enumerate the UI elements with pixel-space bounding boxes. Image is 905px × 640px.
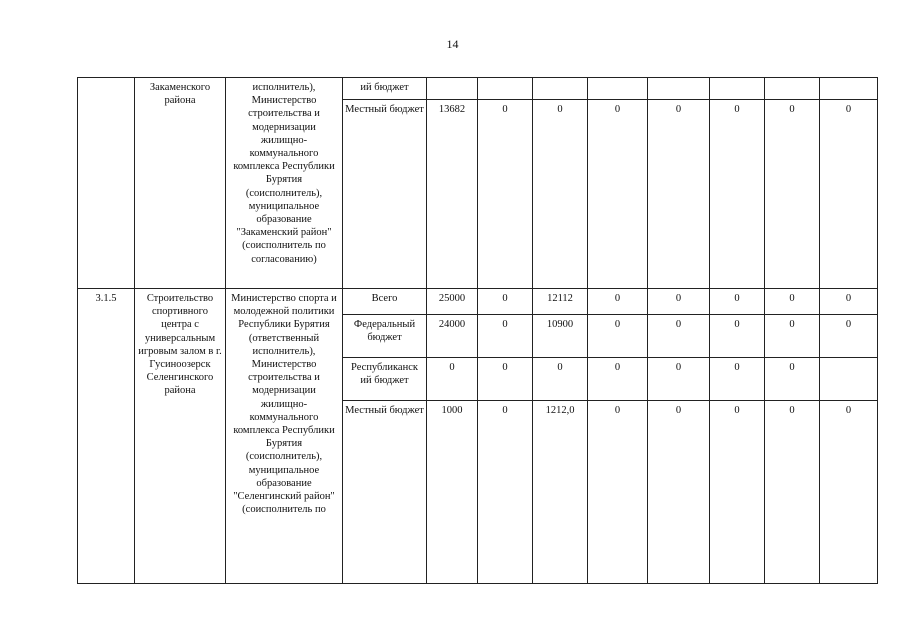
value-cell: 0 [588, 289, 648, 315]
value-cell: 0 [765, 100, 820, 289]
value-cell: 0 [588, 100, 648, 289]
funding-source-cell: Местный бюджет [343, 100, 427, 289]
value-cell: 10900 [533, 315, 588, 358]
value-cell: 0 [588, 358, 648, 401]
value-cell: 0 [478, 401, 533, 584]
value-cell: 0 [427, 358, 478, 401]
executor-cell: исполнитель), Министерство строительства и модернизации жилищно-коммунального комплекса Республики Бурятия (соисполнитель), муниципальное образование "Закаменский район" (соисполнитель по согласованию) [226, 78, 343, 289]
value-cell: 1212,0 [533, 401, 588, 584]
value-cell: 0 [820, 100, 878, 289]
value-cell: 12112 [533, 289, 588, 315]
funding-source-cell: Республиканск ий бюджет [343, 358, 427, 401]
value-cell: 0 [765, 315, 820, 358]
value-cell: 0 [765, 358, 820, 401]
measure-name-cell: Закаменского района [135, 78, 226, 289]
value-cell: 13682 [427, 100, 478, 289]
value-cell: 25000 [427, 289, 478, 315]
table-row [78, 78, 878, 100]
value-cell [427, 78, 478, 100]
value-cell [478, 78, 533, 100]
value-cell [765, 78, 820, 100]
value-cell: 0 [588, 315, 648, 358]
funding-source-cell: Федеральный бюджет [343, 315, 427, 358]
funding-source-cell: ий бюджет [343, 78, 427, 100]
value-cell [710, 78, 765, 100]
value-cell: 0 [648, 358, 710, 401]
value-cell: 0 [765, 289, 820, 315]
value-cell: 0 [478, 100, 533, 289]
funding-source-cell: Местный бюджет [343, 401, 427, 584]
value-cell: 0 [533, 358, 588, 401]
value-cell: 0 [648, 289, 710, 315]
value-cell: 0 [820, 401, 878, 584]
value-cell: 0 [478, 315, 533, 358]
page-number: 14 [446, 37, 459, 51]
value-cell: 0 [820, 289, 878, 315]
value-cell: 0 [478, 289, 533, 315]
value-cell: 0 [820, 315, 878, 358]
value-cell: 1000 [427, 401, 478, 584]
value-cell: 0 [710, 401, 765, 584]
table-row [78, 289, 878, 315]
value-cell: 0 [648, 100, 710, 289]
value-cell: 0 [648, 315, 710, 358]
value-cell: 0 [710, 315, 765, 358]
budget-table [77, 77, 878, 584]
value-cell: 0 [710, 358, 765, 401]
value-cell: 0 [710, 289, 765, 315]
value-cell: 0 [710, 100, 765, 289]
row-code-cell [78, 78, 135, 289]
value-cell [648, 78, 710, 100]
value-cell: 0 [533, 100, 588, 289]
value-cell: 0 [765, 401, 820, 584]
value-cell [533, 78, 588, 100]
value-cell [588, 78, 648, 100]
value-cell: 0 [648, 401, 710, 584]
value-cell [820, 78, 878, 100]
value-cell: 24000 [427, 315, 478, 358]
value-cell: 0 [478, 358, 533, 401]
value-cell [820, 358, 878, 401]
funding-source-cell: Всего [343, 289, 427, 315]
executor-cell: Министерство спорта и молодежной политики Республики Бурятия (ответственный исполнитель), Министерство строительства и модернизации жилищно-коммунального комплекса Республики Бурятия (соисполнитель), муниципальное образование "Селенгинский район" (соисполнитель по [226, 289, 343, 584]
row-code-cell: 3.1.5 [78, 289, 135, 584]
value-cell: 0 [588, 401, 648, 584]
measure-name-cell: Строительство спортивного центра с универсальным игровым залом в г. Гусиноозерск Селенгинского района [135, 289, 226, 584]
